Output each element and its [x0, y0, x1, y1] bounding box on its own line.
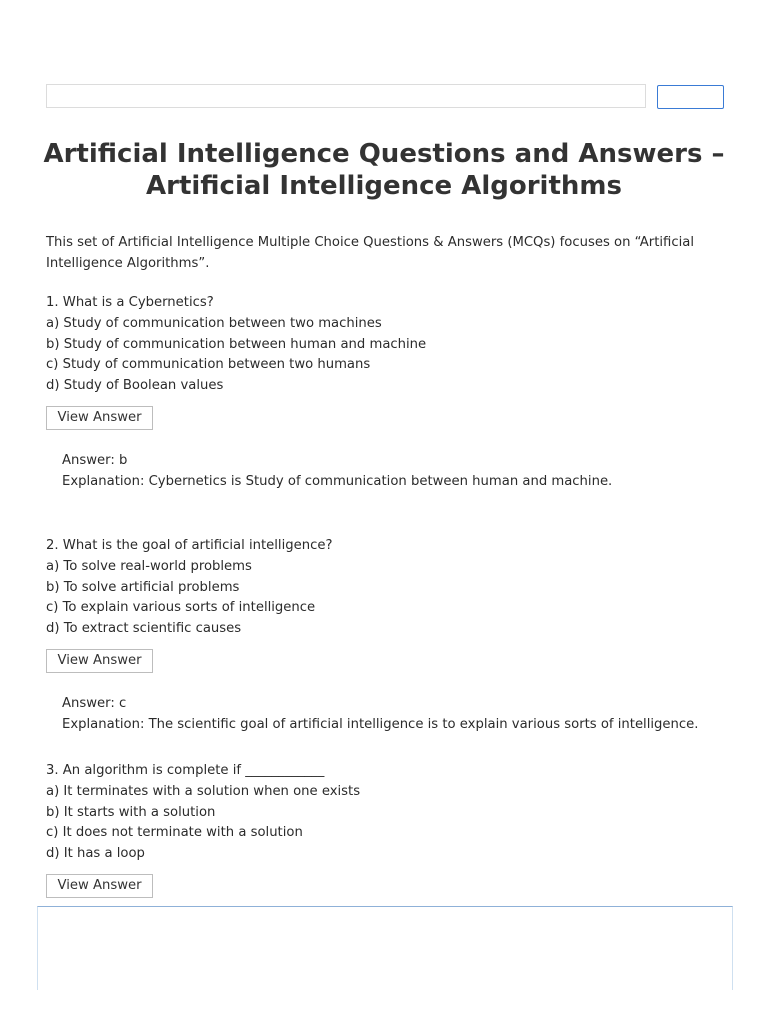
option-c: c) Study of communication between two humans [46, 357, 371, 373]
question-block [46, 293, 726, 492]
option-a: a) It terminates with a solution when one exists [46, 783, 361, 799]
option-c: c) To explain various sorts of intelligence [46, 600, 316, 616]
option-c: c) It does not terminate with a solution [46, 825, 303, 841]
view-answer-button[interactable]: View Answer [46, 406, 153, 430]
option-a: a) To solve real-world problems [46, 558, 252, 574]
search-input[interactable] [46, 84, 646, 108]
view-answer-button[interactable]: View Answer [46, 874, 153, 898]
question-text: 1. What is a Cybernetics? [46, 295, 214, 310]
search-button[interactable] [657, 85, 724, 109]
question-block [46, 536, 726, 735]
question-block [46, 761, 726, 898]
option-b: b) To solve artificial problems [46, 579, 240, 595]
page-title: Artificial Intelligence Questions and Answers – Artificial Intelligence Algorithms [43, 139, 725, 201]
question-text: 2. What is the goal of artificial intelligence? [46, 538, 333, 553]
option-b: b) Study of communication between human and machine [46, 336, 427, 352]
answer-block [46, 693, 726, 735]
question-text: 3. An algorithm is complete if ____________ [46, 763, 325, 778]
option-d: d) Study of Boolean values [46, 378, 224, 394]
view-answer-button[interactable]: View Answer [46, 649, 153, 673]
explanation-text: Explanation: The scientific goal of artificial intelligence is to explain various sorts of intelligence. [62, 716, 699, 732]
intro-text: This set of Artificial Intelligence Multiple Choice Questions & Answers (MCQs) focuses on “Artificial Intelligence Algorithms”. [46, 235, 695, 271]
ad-frame [37, 906, 733, 990]
answer-text: Answer: c [62, 695, 127, 711]
option-d: d) To extract scientific causes [46, 621, 242, 637]
answer-block [46, 450, 726, 492]
option-a: a) Study of communication between two machines [46, 315, 382, 331]
answer-text: Answer: b [62, 452, 128, 468]
explanation-text: Explanation: Cybernetics is Study of communication between human and machine. [62, 473, 613, 489]
option-d: d) It has a loop [46, 846, 145, 862]
option-b: b) It starts with a solution [46, 804, 216, 820]
